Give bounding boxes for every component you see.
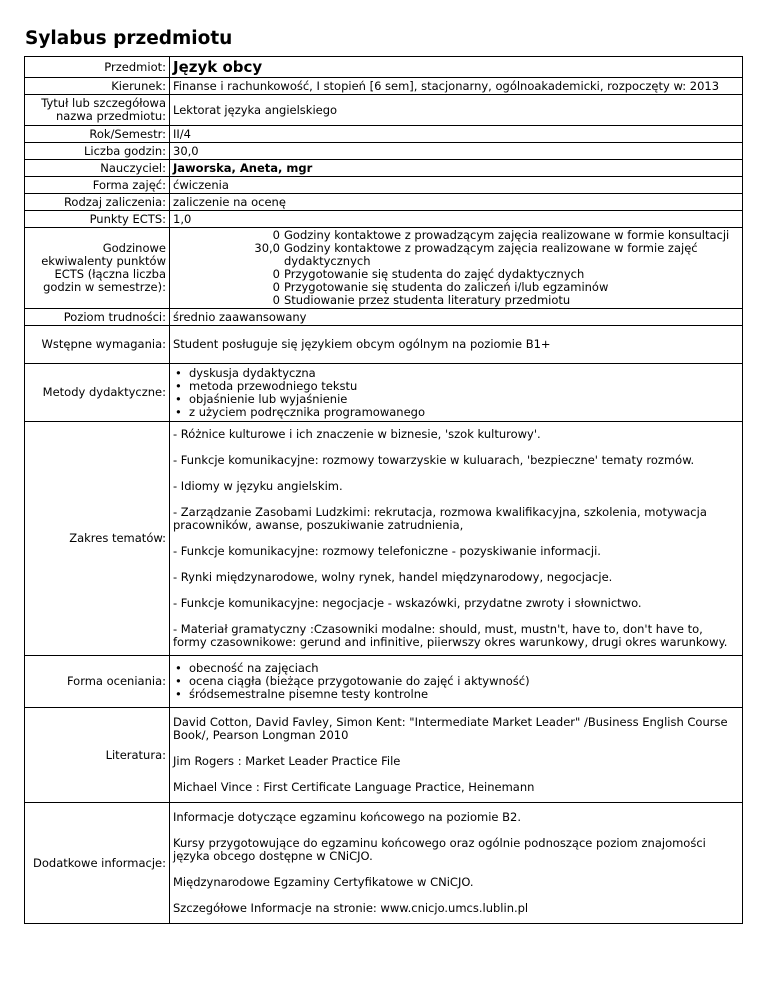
value-ocenianie (170, 656, 743, 708)
list-item: • z użyciem podręcznika programowanego (187, 406, 739, 419)
row-literatura (25, 708, 743, 803)
label-rodzaj: Rodzaj zaliczenia: (25, 194, 170, 211)
row-ekwiwalenty (25, 228, 743, 309)
syllabus-table (24, 56, 743, 924)
label-nauczyciel: Nauczyciel: (25, 160, 170, 177)
row-nauczyciel (25, 160, 743, 177)
literature-item: Jim Rogers : Market Leader Practice File (173, 754, 401, 768)
ocenianie-list (173, 662, 739, 701)
value-przedmiot: Język obcy (170, 57, 743, 78)
ects-text: Godziny kontaktowe z prowadzącym zajęcia realizowane w formie konsultacji (284, 228, 730, 242)
label-zakres: Zakres tematów: (25, 422, 170, 656)
literature-item: David Cotton, David Favley, Simon Kent: "Intermediate Market Leader" /Business English Course Book/, Pearson Longman 2010 (173, 715, 728, 742)
value-tytul: Lektorat języka angielskiego (170, 95, 743, 126)
list-item: • ocena ciągła (bieżące przygotowanie do zajęć i aktywność) (187, 675, 739, 688)
value-literatura (170, 708, 743, 803)
ects-hours: 30,0 (254, 241, 280, 255)
row-tytul (25, 95, 743, 126)
list-item: • dyskusja dydaktyczna (187, 367, 739, 380)
ects-hours: 0 (272, 293, 280, 307)
label-rok: Rok/Semestr: (25, 126, 170, 143)
value-poziom: średnio zaawansowany (170, 309, 743, 326)
value-rodzaj: zaliczenie na ocenę (170, 194, 743, 211)
value-ects: 1,0 (170, 211, 743, 228)
value-kierunek: Finanse i rachunkowość, I stopień [6 sem], stacjonarny, ogólnoakademicki, rozpoczęty w: 2013 (170, 78, 743, 95)
value-rok: II/4 (170, 126, 743, 143)
label-godziny: Liczba godzin: (25, 143, 170, 160)
value-zakres (170, 422, 743, 656)
row-godziny (25, 143, 743, 160)
row-zakres (25, 422, 743, 656)
ects-text: Studiowanie przez studenta literatury przedmiotu (284, 293, 571, 307)
ects-item (170, 242, 739, 268)
topic-item: - Zarządzanie Zasobami Ludzkimi: rekrutacja, rozmowa kwalifikacyjna, szkolenia, motywacja pracowników, awanse, poszukiwanie zatrudnienia, (173, 505, 707, 532)
list-item: • śródsemestralne pisemne testy kontrolne (187, 688, 739, 701)
label-ocenianie: Forma oceniania: (25, 656, 170, 708)
label-tytul: Tytuł lub szczegółowa nazwa przedmiotu: (25, 95, 170, 126)
label-ects: Punkty ECTS: (25, 211, 170, 228)
ects-item (170, 294, 739, 307)
page-title: Sylabus przedmiotu (25, 28, 233, 49)
value-dodatkowe (170, 803, 743, 924)
topic-item: - Idiomy w języku angielskim. (173, 479, 343, 493)
topic-item: - Rynki międzynarodowe, wolny rynek, handel międzynarodowy, negocjacje. (173, 570, 613, 584)
topic-item: - Funkcje komunikacyjne: rozmowy telefoniczne - pozyskiwanie informacji. (173, 544, 601, 558)
row-forma (25, 177, 743, 194)
label-wymagania: Wstępne wymagania: (25, 326, 170, 364)
label-kierunek: Kierunek: (25, 78, 170, 95)
info-item: Szczegółowe Informacje na stronie: www.cnicjo.umcs.lublin.pl (173, 901, 529, 915)
literature-item: Michael Vince : First Certificate Language Practice, Heinemann (173, 780, 535, 794)
metody-list (173, 367, 739, 419)
ects-text: Przygotowanie się studenta do zajęć dydaktycznych (284, 267, 585, 281)
row-dodatkowe (25, 803, 743, 924)
info-item: Kursy przygotowujące do egzaminu końcowego oraz ogólnie podnoszące poziom znajomości języka obcego dostępne w CNiCJO. (173, 836, 706, 863)
row-ocenianie (25, 656, 743, 708)
value-ekwiwalenty (170, 228, 743, 309)
row-kierunek (25, 78, 743, 95)
value-godziny: 30,0 (170, 143, 743, 160)
info-item: Informacje dotyczące egzaminu końcowego na poziomie B2. (173, 810, 521, 824)
row-rok (25, 126, 743, 143)
label-ekwiwalenty: Godzinowe ekwiwalenty punktów ECTS (łączna liczba godzin w semestrze): (25, 228, 170, 309)
topic-item: - Materiał gramatyczny :Czasowniki modalne: should, must, mustn't, have to, don't have to, formy czasownikowe: gerund and infinitive, piierwszy okres warunkowy, drugi okres warunkowy. (173, 622, 728, 649)
ects-hours: 0 (272, 280, 280, 294)
ects-hours: 0 (272, 228, 280, 242)
topic-item: - Funkcje komunikacyjne: rozmowy towarzyskie w kuluarach, 'bezpieczne' tematy rozmów. (173, 453, 695, 467)
topic-item: - Funkcje komunikacyjne: negocjacje - wskazówki, przydatne zwroty i słownictwo. (173, 596, 642, 610)
list-item: • metoda przewodniego tekstu (187, 380, 739, 393)
label-forma: Forma zajęć: (25, 177, 170, 194)
label-metody: Metody dydaktyczne: (25, 364, 170, 422)
value-metody (170, 364, 743, 422)
ects-text: Przygotowanie się studenta do zaliczeń i/lub egzaminów (284, 280, 609, 294)
row-przedmiot (25, 57, 743, 78)
list-item: • objaśnienie lub wyjaśnienie (187, 393, 739, 406)
list-item: • obecność na zajęciach (187, 662, 739, 675)
row-poziom (25, 309, 743, 326)
row-rodzaj (25, 194, 743, 211)
row-wymagania (25, 326, 743, 364)
row-ects (25, 211, 743, 228)
label-literatura: Literatura: (25, 708, 170, 803)
label-poziom: Poziom trudności: (25, 309, 170, 326)
row-metody (25, 364, 743, 422)
topic-item: - Różnice kulturowe i ich znaczenie w biznesie, 'szok kulturowy'. (173, 427, 541, 441)
info-item: Międzynarodowe Egzaminy Certyfikatowe w CNiCJO. (173, 875, 474, 889)
value-wymagania: Student posługuje się językiem obcym ogólnym na poziomie B1+ (170, 326, 743, 364)
label-przedmiot: Przedmiot: (25, 57, 170, 78)
ects-text: Godziny kontaktowe z prowadzącym zajęcia realizowane w formie zajęć dydaktycznych (284, 241, 698, 268)
value-forma: ćwiczenia (170, 177, 743, 194)
ects-hours: 0 (272, 267, 280, 281)
value-nauczyciel: Jaworska, Aneta, mgr (170, 160, 743, 177)
label-dodatkowe: Dodatkowe informacje: (25, 803, 170, 924)
